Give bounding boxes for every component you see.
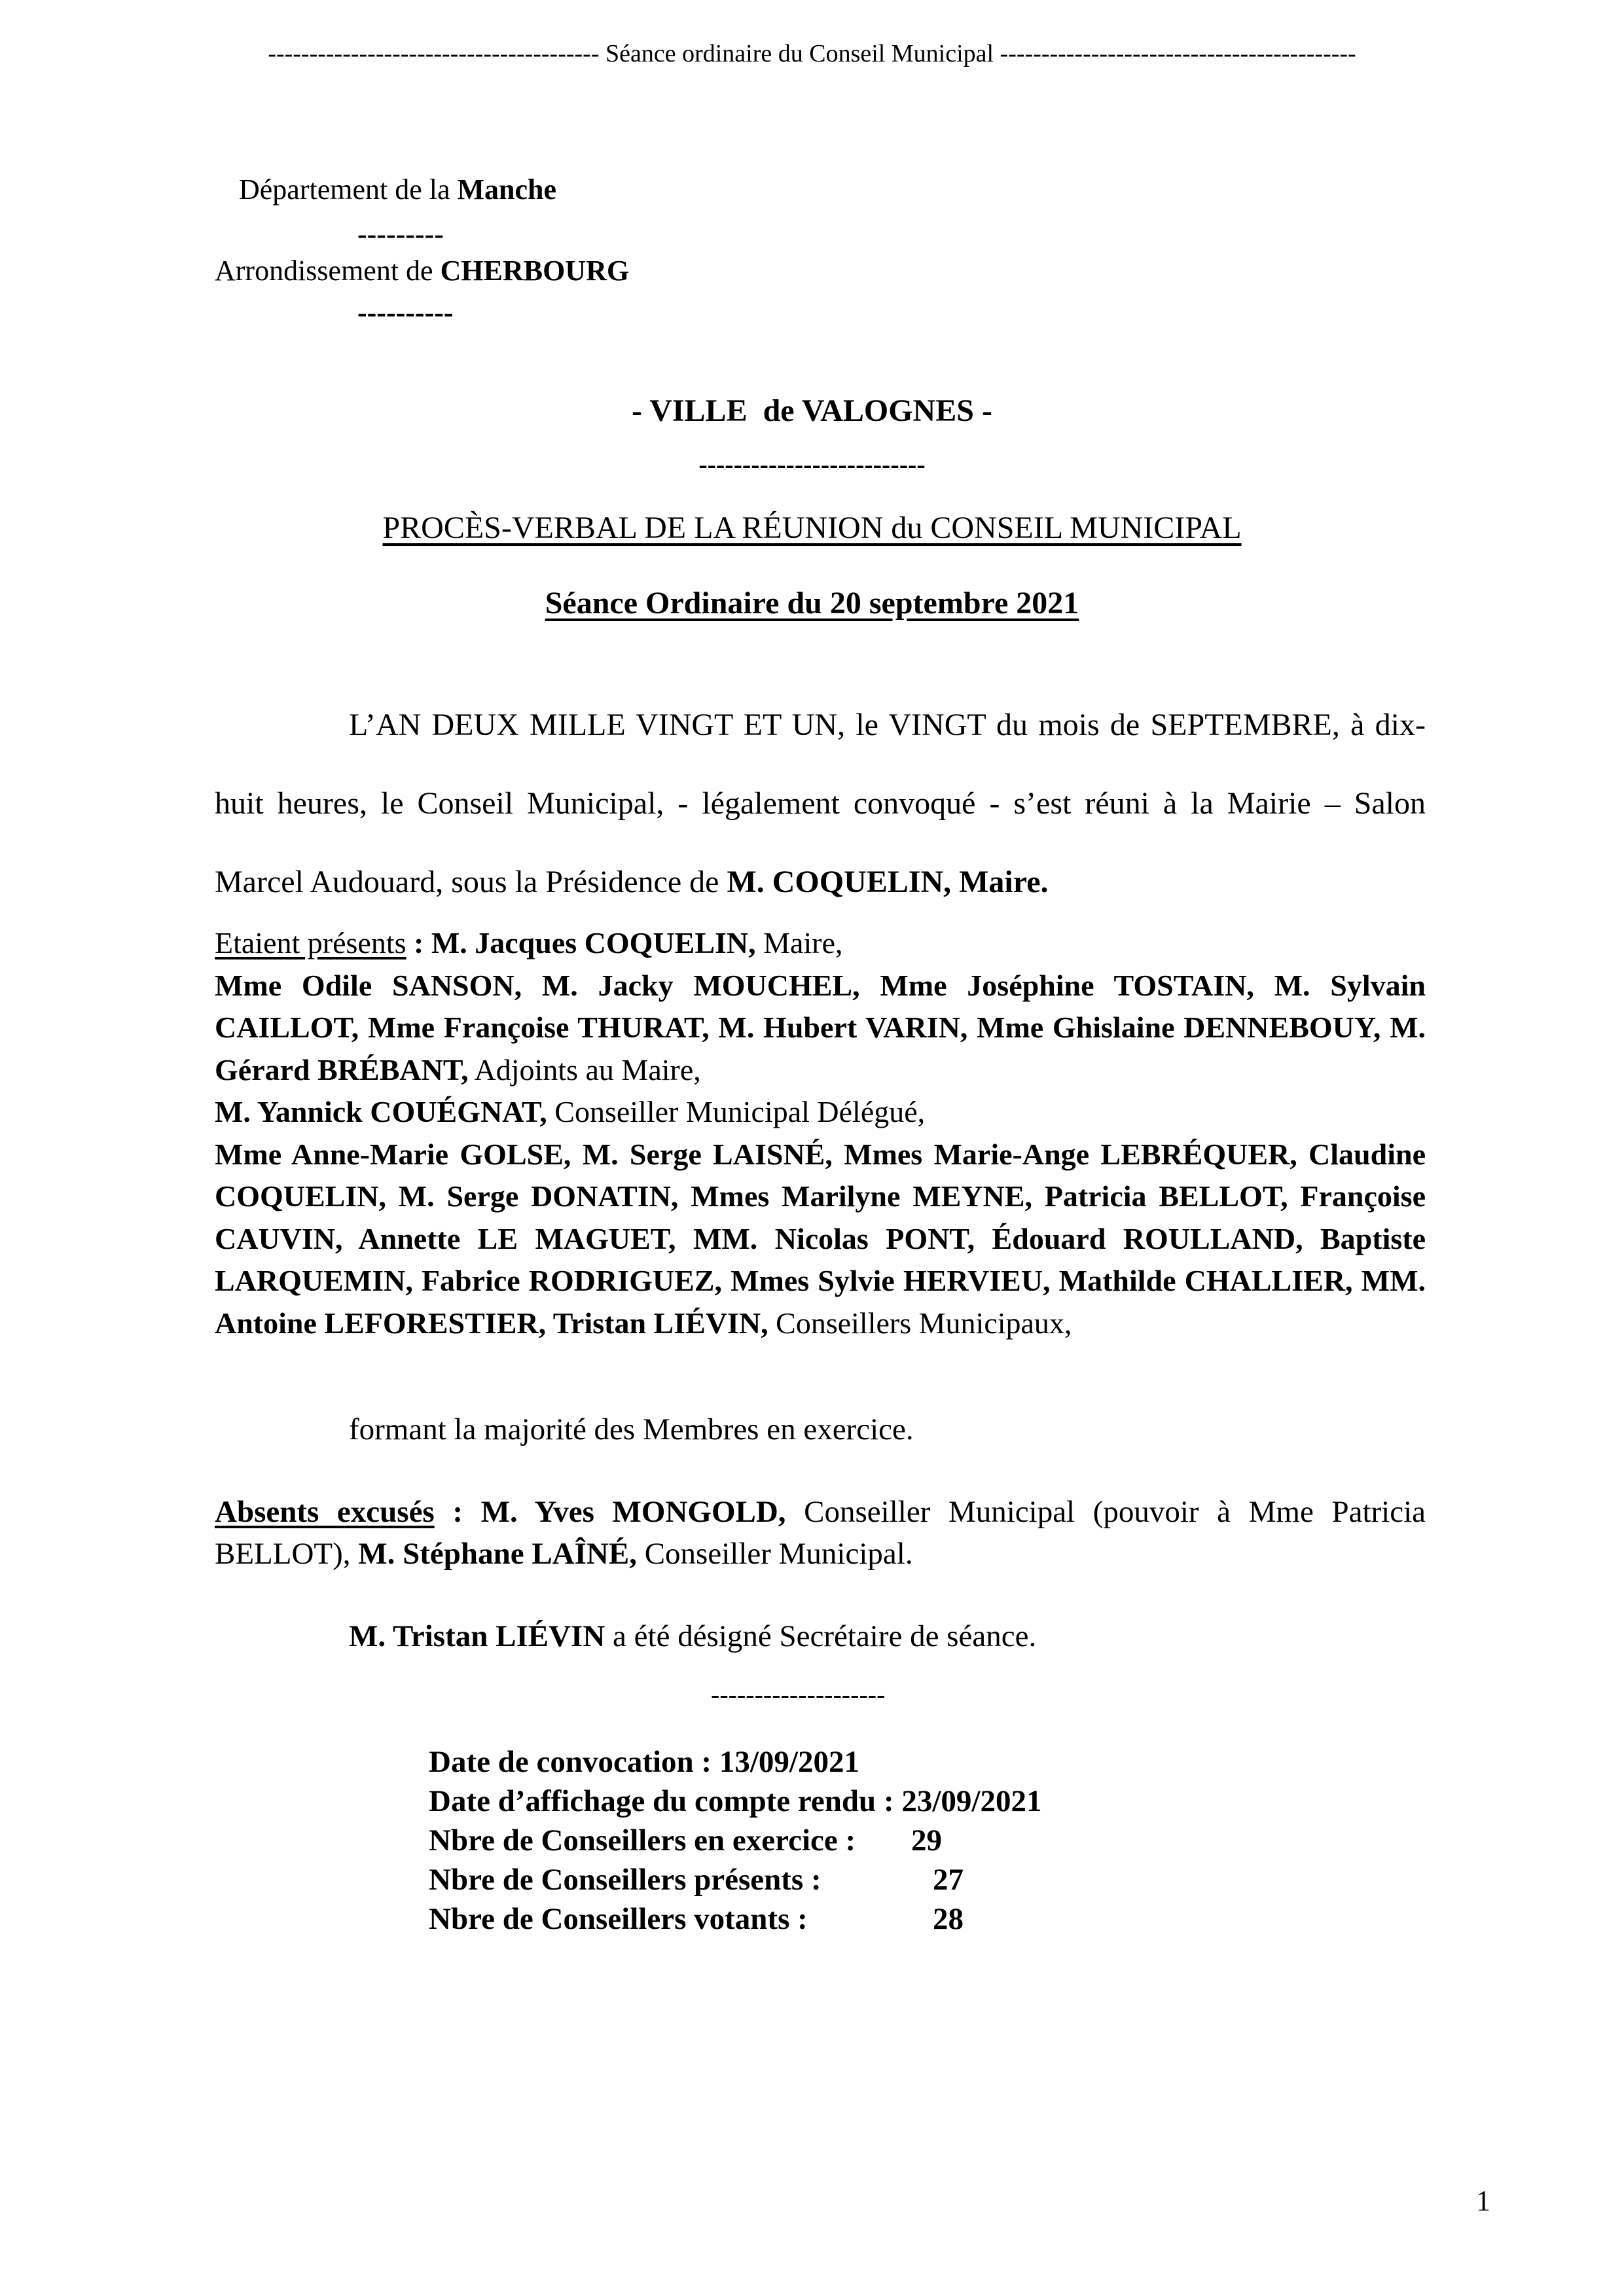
- stat-presents-value: 27: [933, 1863, 964, 1897]
- page-number: 1: [1476, 2185, 1490, 2217]
- intro-president: M. COQUELIN, Maire.: [727, 865, 1049, 899]
- department-name: Manche: [457, 173, 557, 206]
- stat-convocation-label: Date de convocation :: [429, 1745, 719, 1779]
- stat-affichage-label: Date d’affichage du compte rendu :: [429, 1784, 902, 1818]
- maire-role: Maire,: [755, 926, 843, 960]
- adjoints-names: Mme Odile SANSON, M. Jacky MOUCHEL, Mme Joséphine TOSTAIN, M. Sylvain CAILLOT, Mme Françoise THURAT, M. Hubert VARIN, Mme Ghislaine DENNEBOUY, M. Gérard BRÉBANT,: [215, 968, 1426, 1086]
- conseillers-role: Conseillers Municipaux,: [768, 1306, 1072, 1340]
- arrondissement-name: CHERBOURG: [440, 255, 630, 287]
- absent-text-2: Conseiller Municipal.: [636, 1537, 913, 1571]
- stat-affichage-value: 23/09/2021: [901, 1784, 1042, 1818]
- absent-name-1: M. Yves MONGOLD,: [480, 1495, 786, 1529]
- intro-paragraph: [215, 686, 1426, 922]
- department-line: [239, 171, 556, 208]
- conseillers-names: Mme Anne-Marie GOLSE, M. Serge LAISNÉ, Mmes Marie-Ange LEBRÉQUER, Claudine COQUELIN, M. Serge DONATIN, Mmes Marilyne MEYNE, Patricia BELLOT, Françoise CAUVIN, Annette LE MAGUET, MM. Nicolas PONT, Édouard ROULLAND, Baptiste LARQUEMIN, Fabrice RODRIGUEZ, Mmes Sylvie HERVIEU, Mathilde CHALLIER, MM. Antoine LEFORESTIER, Tristan LIÉVIN,: [215, 1137, 1426, 1340]
- stat-exercice: [429, 1821, 1041, 1860]
- department-prefix: Département de la: [239, 173, 458, 206]
- page-header: ---------------------------------------- Séance ordinaire du Conseil Municipal -------------------------------------------: [268, 40, 1356, 67]
- absents-paragraph: [215, 1491, 1434, 1575]
- secretary-name: M. Tristan LIÉVIN: [349, 1619, 605, 1653]
- section-separator: --------------------: [711, 1679, 886, 1709]
- adjoints-role: Adjoints au Maire,: [468, 1052, 701, 1086]
- stat-convocation: [429, 1742, 1041, 1782]
- maire-name: M. Jacques COQUELIN,: [431, 926, 756, 960]
- absents-label: Absents excusés: [215, 1495, 435, 1529]
- delegue-name: M. Yannick COUÉGNAT,: [215, 1095, 547, 1128]
- intro-text: L’AN DEUX MILLE VINGT ET UN, le VINGT du mois de SEPTEMBRE, à dix-huit heures, le Conseil Municipal, - légalement convoqué - s’est réuni à la Mairie – Salon Marcel Audouard, sous la Présidence de: [215, 708, 1426, 899]
- majority-statement: formant la majorité des Membres en exercice.: [349, 1412, 914, 1446]
- presents-label: Etaient présents: [215, 926, 406, 960]
- stat-exercice-label: Nbre de Conseillers en exercice :: [429, 1823, 856, 1857]
- arrondissement-line: [215, 253, 629, 289]
- department-separator: ---------: [357, 218, 444, 250]
- seance-title: Séance Ordinaire du 20 septembre 2021: [545, 586, 1079, 620]
- ville-separator: --------------------------: [698, 450, 926, 479]
- stat-votants-value: 28: [933, 1902, 964, 1936]
- presents-paragraph: [215, 922, 1426, 1344]
- presents-colon: :: [406, 926, 431, 960]
- pv-title: PROCÈS-VERBAL DE LA RÉUNION du CONSEIL MUNICIPAL: [382, 511, 1242, 545]
- delegue-role: Conseiller Municipal Délégué,: [547, 1095, 926, 1128]
- meeting-stats: [429, 1742, 1041, 1939]
- stat-votants: [429, 1899, 1041, 1939]
- stat-convocation-value: 13/09/2021: [719, 1745, 859, 1779]
- absents-colon: :: [434, 1495, 481, 1529]
- arrondissement-prefix: Arrondissement de: [215, 255, 441, 287]
- arrondissement-separator: ----------: [357, 296, 454, 329]
- absent-name-2: M. Stéphane LAÎNÉ,: [358, 1537, 637, 1571]
- ville-title: - VILLE de VALOGNES -: [632, 393, 992, 428]
- stat-presents-label: Nbre de Conseillers présents :: [429, 1863, 821, 1897]
- stat-votants-label: Nbre de Conseillers votants :: [429, 1902, 808, 1936]
- stat-presents: [429, 1860, 1041, 1899]
- absent-text-1: Conseiller Municipal (pouvoir à Mme Patricia BELLOT),: [215, 1495, 1434, 1571]
- secretary-line: [349, 1615, 1036, 1657]
- stat-exercice-value: 29: [911, 1823, 942, 1857]
- secretary-text: a été désigné Secrétaire de séance.: [605, 1619, 1037, 1653]
- stat-affichage: [429, 1782, 1041, 1821]
